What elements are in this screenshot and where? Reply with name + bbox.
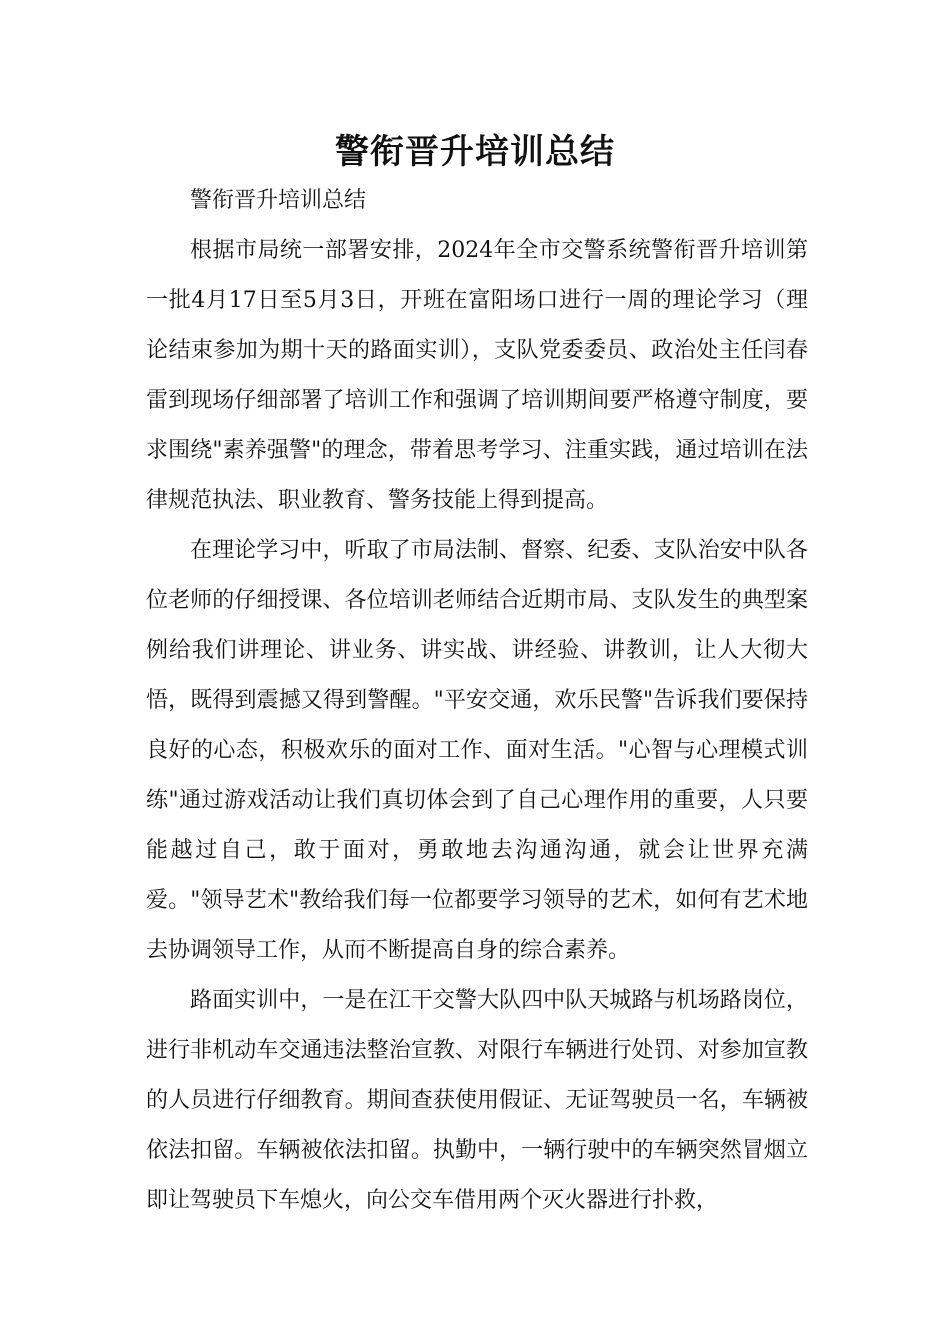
document-title: 警衔晋升培训总结: [335, 132, 615, 172]
document-subtitle: 警衔晋升培训总结: [190, 188, 367, 213]
paragraph: 根据市局统一部署安排，2024年全市交警系统警衔晋升培训第一批4月17日至5月3日，开班在富阳场口进行一周的理论学习（理论结束参加为期十天的路面实训），支队党委委员、政治处主任闫春雷到现场仔细部署了培训工作和强调了培训期间要严格遵守制度，要求围绕"素养强警"的理念，带着思考学习、注重实践，通过培训在法律规范执法、职业教育、警务技能上得到提高。: [146, 238, 808, 513]
paragraph: 路面实训中，一是在江干交警大队四中队天城路与机场路岗位，进行非机动车交通违法整治宣教、对限行车辆进行处罚、对参加宣教的人员进行仔细教育。期间查获使用假证、无证驾驶员一名，车辆被依法扣留。车辆被依法扣留。执勤中，一辆行驶中的车辆突然冒烟立即让驾驶员下车熄火，向公交车借用两个灭火器进行扑救，: [146, 988, 808, 1213]
paragraph: 在理论学习中，听取了市局法制、督察、纪委、支队治安中队各位老师的仔细授课、各位培训老师结合近期市局、支队发生的典型案例给我们讲理论、讲业务、讲实战、讲经验、讲教训，让人大彻大悟，既得到震撼又得到警醒。"平安交通，欢乐民警"告诉我们要保持良好的心态，积极欢乐的面对工作、面对生活。"心智与心理模式训练"通过游戏活动让我们真切体会到了自己心理作用的重要，人只要能越过自己，敢于面对，勇敢地去沟通沟通，就会让世界充满爱。"领导艺术"教给我们每一位都要学习领导的艺术，如何有艺术地去协调领导工作，从而不断提高自身的综合素养。: [146, 538, 808, 963]
document-body: [146, 176, 808, 1226]
